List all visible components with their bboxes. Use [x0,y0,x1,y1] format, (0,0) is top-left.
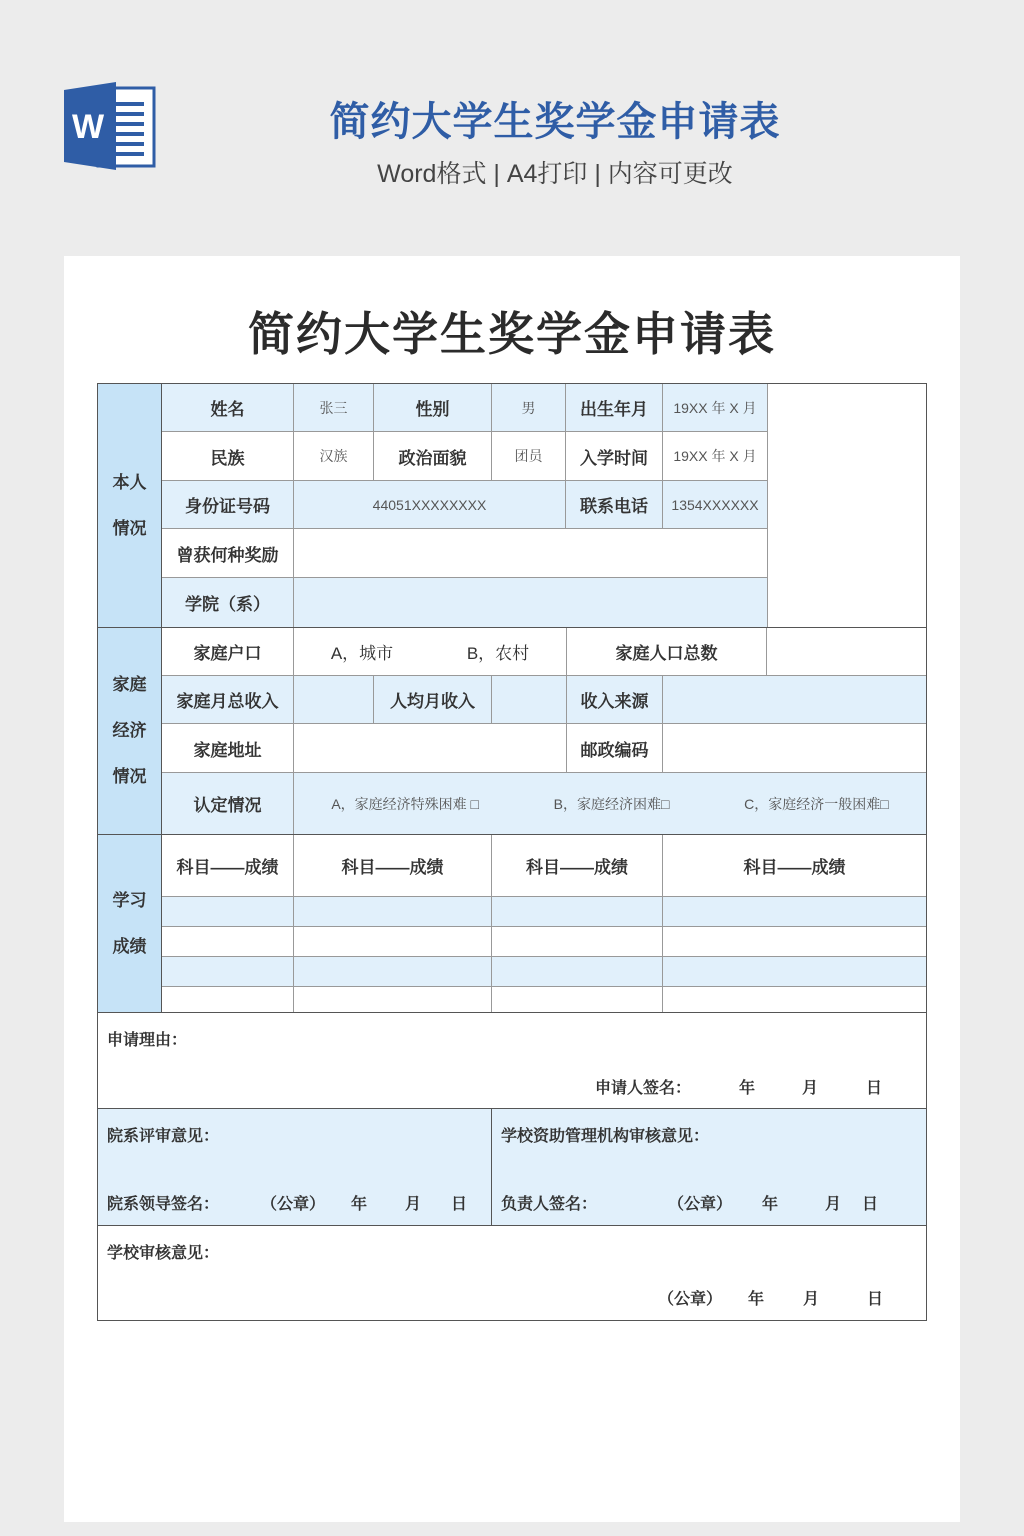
dept-sign-label: 院系领导签名： [107,1196,220,1213]
applicant-sign-label: 申请人签名： [595,1080,692,1097]
population-field[interactable] [767,628,926,675]
status-label: 认定情况 [162,773,294,834]
dept-seal: （公章） [261,1196,326,1213]
grade-cell[interactable] [492,957,663,986]
reason-label: 申请理由： [107,1032,188,1049]
id-value[interactable]: 44051XXXXXXXX [294,481,566,528]
grade-header: 科目——成绩 [294,835,492,896]
school-seal: （公章） [658,1291,723,1308]
phone-label: 联系电话 [566,481,663,528]
grade-cell[interactable] [294,987,492,1012]
status-option-c[interactable]: C，家庭经济一般困难□ [744,795,889,812]
grade-header: 科目——成绩 [492,835,663,896]
document-page [64,256,960,1522]
address-field[interactable] [294,724,567,772]
college-field[interactable] [294,578,767,627]
income-source-field[interactable] [663,676,926,723]
application-form [97,383,927,1321]
date-month: 月 [803,1291,820,1308]
side-label: 成绩 [112,936,147,956]
section-personal [98,384,926,628]
grade-cell[interactable] [663,927,926,956]
side-label: 经济 [112,721,147,740]
grade-cell[interactable] [162,957,294,986]
aid-sign-label: 负责人签名： [501,1196,598,1213]
aid-seal: （公章） [668,1196,733,1213]
grade-row [162,927,926,957]
postcode-field[interactable] [663,724,926,772]
word-icon [64,82,156,170]
grade-row [162,897,926,927]
grade-row [162,957,926,987]
side-label: 学习 [112,890,147,910]
section-family [98,628,926,835]
date-day: 日 [866,1080,883,1097]
name-label: 姓名 [162,384,294,431]
dept-review-label: 院系评审意见： [107,1128,220,1145]
date-year: 年 [351,1196,368,1213]
grade-cell[interactable] [294,927,492,956]
phone-value[interactable]: 1354XXXXXX [671,496,759,513]
income-source-label: 收入来源 [567,676,663,723]
banner-title: 简约大学生奖学金申请表 [329,100,781,144]
section-label-family [98,628,162,834]
dept-review-box[interactable] [98,1109,492,1225]
section-reason[interactable] [98,1013,926,1109]
grade-cell[interactable] [663,987,926,1012]
grade-cell[interactable] [294,897,492,926]
enroll-value[interactable]: 19XX 年 X 月 [673,448,757,464]
birth-value[interactable]: 19XX 年 X 月 [673,399,757,416]
hukou-label: 家庭户口 [162,628,294,675]
date-year: 年 [748,1291,765,1308]
side-label: 情况 [112,767,147,786]
aid-review-label: 学校资助管理机构审核意见： [501,1128,710,1145]
ethnic-label: 民族 [162,432,294,480]
side-label: 本人 [112,472,147,492]
gender-label: 性别 [374,384,492,431]
id-label: 身份证号码 [162,481,294,528]
date-day: 日 [451,1196,468,1213]
banner-subtitle: Word格式 | A4打印 | 内容可更改 [377,160,733,188]
postcode-label: 邮政编码 [567,724,663,772]
document-title: 简约大学生奖学金申请表 [248,308,776,360]
grade-cell[interactable] [492,987,663,1012]
monthly-income-field[interactable] [294,676,374,723]
date-year: 年 [762,1196,779,1213]
aid-review-box[interactable] [492,1109,926,1225]
photo-box[interactable] [768,384,926,627]
college-label: 学院（系） [162,578,294,627]
status-option-a[interactable]: A，家庭经济特殊困难 □ [331,795,479,812]
politics-label: 政治面貌 [374,432,492,480]
grade-cell[interactable] [663,957,926,986]
birth-label: 出生年月 [566,384,663,431]
grade-cell[interactable] [162,987,294,1012]
awards-field[interactable] [294,529,767,577]
grade-cell[interactable] [492,897,663,926]
grade-cell[interactable] [162,897,294,926]
politics-value[interactable]: 团员 [492,432,566,480]
school-review-label: 学校审核意见： [107,1245,220,1262]
grade-row [162,987,926,1012]
grade-cell[interactable] [492,927,663,956]
date-month: 月 [405,1196,422,1213]
date-year: 年 [739,1080,756,1097]
section-label-personal [98,384,162,627]
hukou-option-b[interactable]: B，农村 [466,644,530,663]
monthly-income-label: 家庭月总收入 [162,676,294,723]
section-review [98,1109,926,1226]
date-day: 日 [862,1196,879,1213]
grade-header: 科目——成绩 [743,858,846,877]
per-capita-field[interactable] [492,676,567,723]
gender-value[interactable]: 男 [492,384,566,431]
grade-cell[interactable] [294,957,492,986]
grade-cell[interactable] [663,897,926,926]
section-study [98,835,926,1013]
grade-header: 科目——成绩 [162,835,294,896]
date-day: 日 [867,1291,884,1308]
grade-cell[interactable] [162,927,294,956]
per-capita-label: 人均月收入 [374,676,492,723]
svg-text:W: W [71,108,105,146]
population-label: 家庭人口总数 [567,628,767,675]
status-option-b[interactable]: B，家庭经济困难□ [553,795,670,812]
section-label-study [98,835,162,1012]
side-label: 情况 [112,518,147,538]
hukou-option-a[interactable]: A，城市 [330,644,394,663]
awards-label: 曾获何种奖励 [162,529,294,577]
address-label: 家庭地址 [162,724,294,772]
side-label: 家庭 [112,675,147,694]
ethnic-value[interactable]: 汉族 [294,432,374,480]
name-value[interactable]: 张三 [294,384,374,431]
date-month: 月 [802,1080,819,1097]
date-month: 月 [825,1196,842,1213]
section-school[interactable] [98,1226,926,1320]
enroll-label: 入学时间 [566,432,663,480]
